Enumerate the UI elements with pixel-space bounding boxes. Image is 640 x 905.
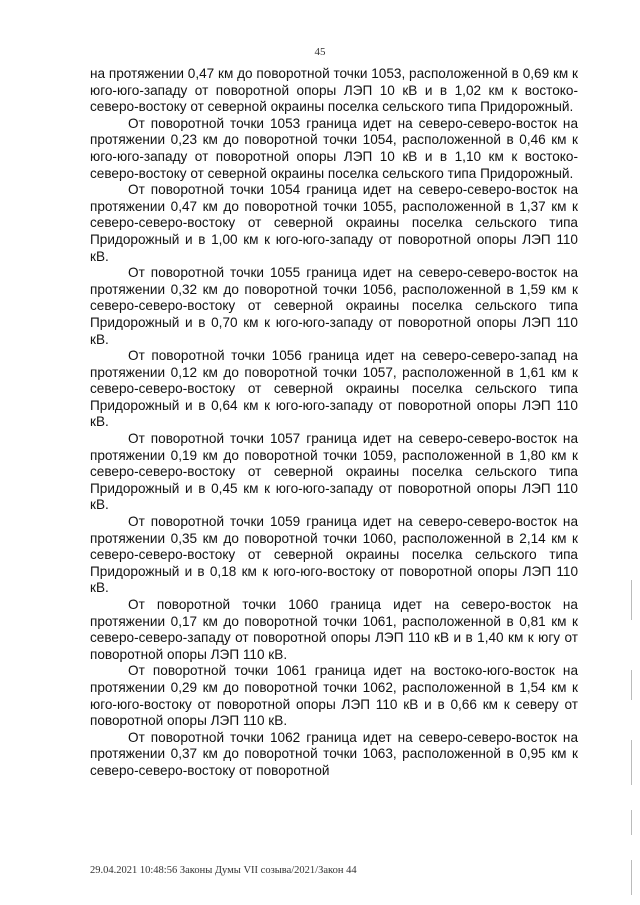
- paragraph: От поворотной точки 1059 граница идет на северо-северо-восток на протяжении 0,35 км до поворотной точки 1060, расположенной в 2,14 км к северо-северо-востоку от северной окраины поселка сельского типа Придорожный и в 0,18 км к юго-юго-востоку от поворотной опоры ЛЭП 110 кВ.: [90, 514, 578, 596]
- paragraph: От поворотной точки 1053 граница идет на северо-северо-восток на протяжении 0,23 км до поворотной точки 1054, расположенной в 0,46 км к юго-юго-западу от поворотной опоры ЛЭП 10 кВ и в 1,10 км к востоко-северо-востоку от северной окраины поселка сельского типа Придорожный.: [90, 115, 578, 181]
- scan-margin-marks: [628, 580, 636, 900]
- paragraph: От поворотной точки 1057 граница идет на северо-северо-восток на протяжении 0,19 км до поворотной точки 1059, расположенной в 1,80 км к северо-северо-востоку от северной окраины поселка сельского типа Придорожный и в 0,45 км к юго-юго-западу от поворотной опоры ЛЭП 110 кВ.: [90, 431, 578, 513]
- page-number: 45: [314, 46, 326, 58]
- paragraph: От поворотной точки 1060 граница идет на северо-восток на протяжении 0,17 км до поворотной точки 1061, расположенной в 0,81 км к северо-северо-западу от поворотной опоры ЛЭП 110 кВ и в 1,40 км к югу от поворотной опоры ЛЭП 110 кВ.: [90, 597, 578, 662]
- document-body: [90, 66, 578, 780]
- paragraph: От поворотной точки 1054 граница идет на северо-северо-восток на протяжении 0,47 км до поворотной точки 1055, расположенной в 1,37 км к северо-северо-востоку от северной окраины поселка сельского типа Придорожный и в 1,00 км к юго-юго-западу от поворотной опоры ЛЭП 110 кВ.: [90, 182, 578, 264]
- paragraph: От поворотной точки 1061 граница идет на востоко-юго-восток на протяжении 0,29 км до поворотной точки 1062, расположенной в 1,54 км к юго-юго-востоку от поворотной опоры ЛЭП 110 кВ и в 0,66 км к северу от поворотной опоры ЛЭП 110 кВ.: [90, 663, 578, 729]
- paragraph-continued: на протяжении 0,47 км до поворотной точки 1053, расположенной в 0,69 км к юго-юго-западу от поворотной опоры ЛЭП 10 кВ и в 1,02 км к востоко-северо-востоку от северной окраины поселка сельского типа Придорожный.: [90, 66, 578, 115]
- paragraph: От поворотной точки 1055 граница идет на северо-северо-восток на протяжении 0,32 км до поворотной точки 1056, расположенной в 1,59 км к северо-северо-востоку от северной окраины поселка сельского типа Придорожный и в 0,70 км к юго-юго-западу от поворотной опоры ЛЭП 110 кВ.: [90, 265, 578, 347]
- document-footer: 29.04.2021 10:48:56 Законы Думы VII созыва/2021/Закон 44: [90, 865, 357, 876]
- paragraph: От поворотной точки 1062 граница идет на северо-северо-восток на протяжении 0,37 км до поворотной точки 1063, расположенной в 0,95 км к северо-северо-востоку от поворотной: [90, 729, 578, 778]
- paragraph: От поворотной точки 1056 граница идет на северо-северо-запад на протяжении 0,12 км до поворотной точки 1057, расположенной в 1,61 км к северо-северо-востоку от северной окраины поселка сельского типа Придорожный и в 0,64 км к юго-юго-западу от поворотной опоры ЛЭП 110 кВ.: [90, 348, 578, 430]
